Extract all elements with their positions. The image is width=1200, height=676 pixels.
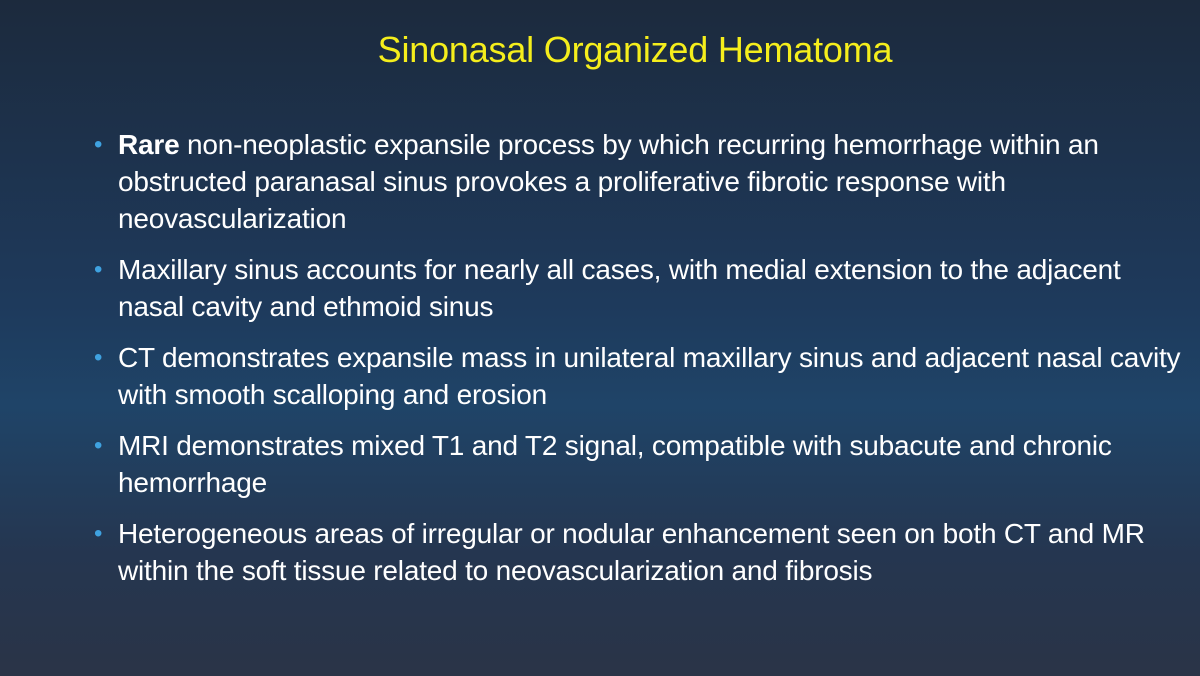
bullet-dot-icon: •: [94, 520, 103, 547]
bullet-item: [94, 126, 1184, 237]
bullet-item: [94, 251, 1184, 325]
bullet-item: [94, 515, 1184, 589]
slide-title: Sinonasal Organized Hematoma: [377, 29, 893, 70]
bullet-body-text: Heterogeneous areas of irregular or nodular enhancement seen on both CT and MR within the soft tissue related to neovascularization and fibrosis: [118, 518, 1145, 586]
bullet-text: [118, 430, 1112, 498]
bullet-text: [118, 254, 1121, 322]
bullet-body-text: CT demonstrates expansile mass in unilateral maxillary sinus and adjacent nasal cavity with smooth scalloping and erosion: [118, 342, 1181, 410]
bullet-text: [118, 342, 1180, 410]
bullet-dot-icon: •: [94, 432, 103, 459]
bullet-dot-icon: •: [94, 256, 103, 283]
bullet-list: [94, 126, 1184, 603]
bullet-body-text: MRI demonstrates mixed T1 and T2 signal, compatible with subacute and chronic hemorrhage: [118, 430, 1112, 498]
bullet-item: [94, 339, 1184, 413]
bullet-dot-icon: •: [94, 131, 103, 158]
bullet-body-text: Maxillary sinus accounts for nearly all cases, with medial extension to the adjacent nasal cavity and ethmoid sinus: [118, 254, 1121, 322]
bullet-body-text: non-neoplastic expansile process by which recurring hemorrhage within an obstructed paranasal sinus provokes a proliferative fibrotic response with neovascularization: [118, 129, 1099, 234]
bullet-text: [118, 129, 1099, 234]
bullet-item: [94, 427, 1184, 501]
bullet-text: [118, 518, 1145, 586]
bullet-bold-text: Rare: [118, 129, 180, 160]
bullet-dot-icon: •: [94, 344, 103, 371]
